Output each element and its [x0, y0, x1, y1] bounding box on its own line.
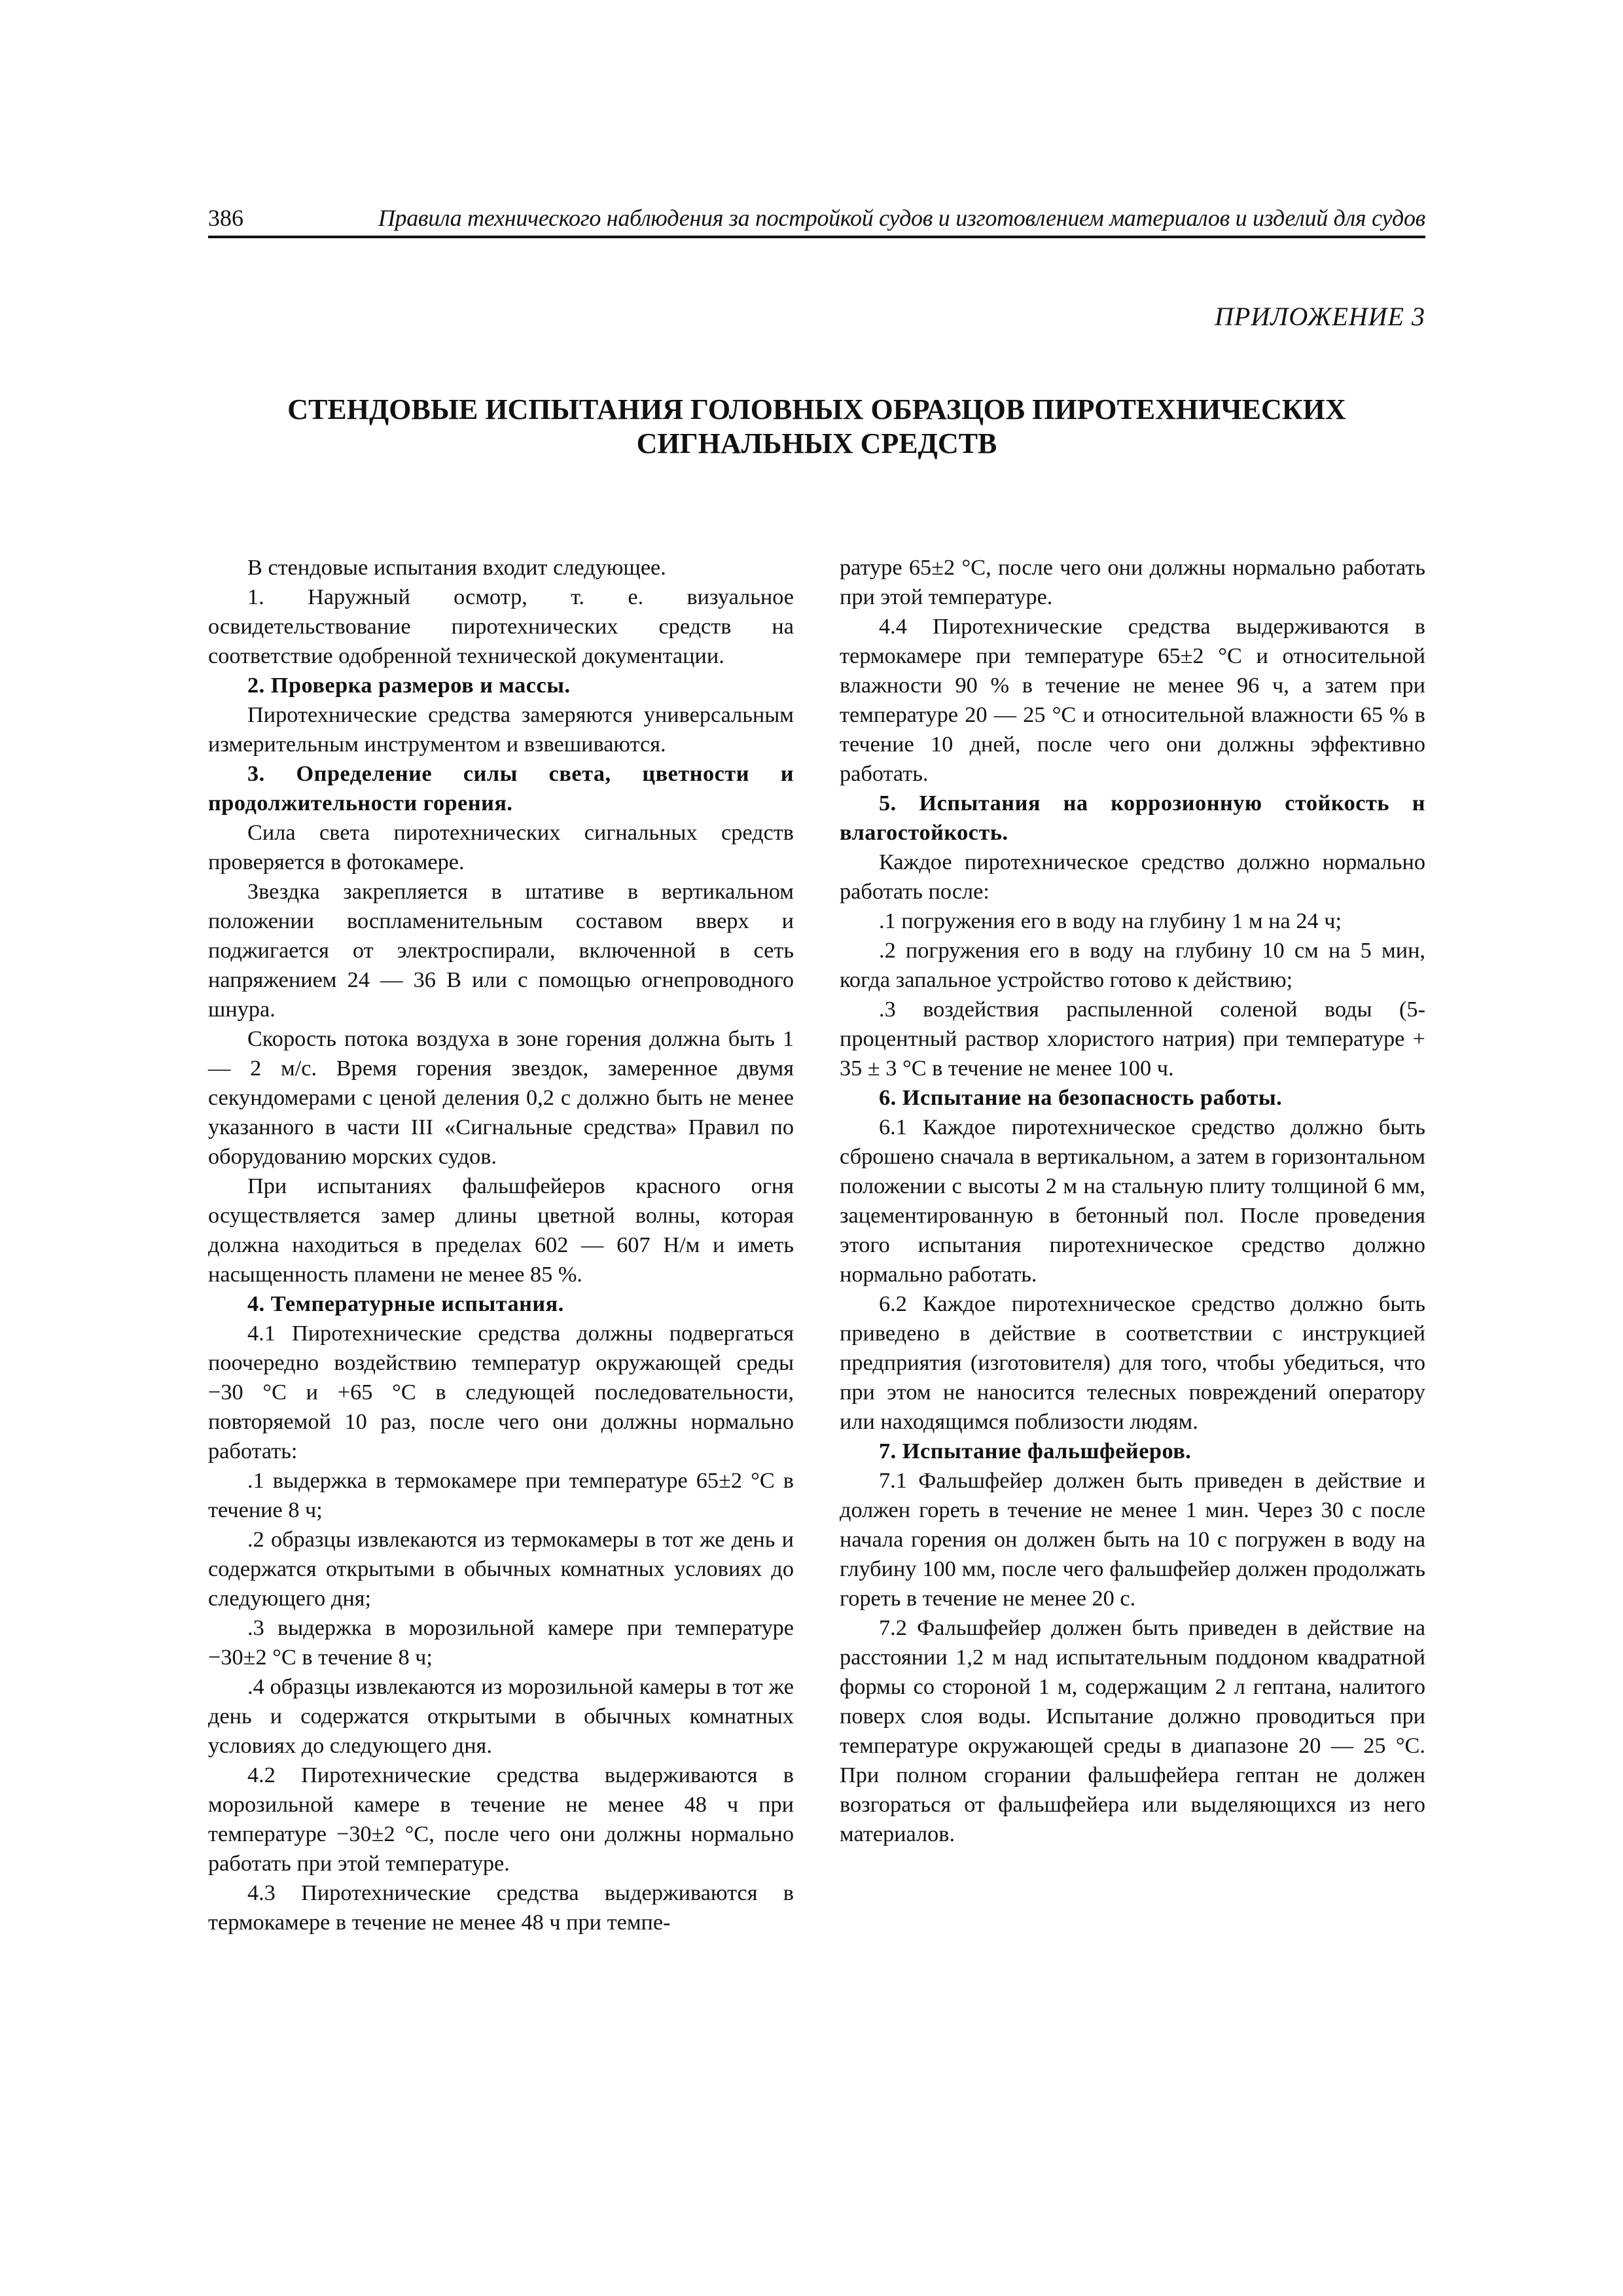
paragraph: Сила света пиротехнических сигнальных средств проверяется в фотокамере.: [208, 820, 794, 874]
section-heading: 6. Испытание на безопасность работы.: [879, 1085, 1283, 1110]
paragraph: 6.1 Каждое пиротехническое средство должно быть сброшено сначала в вертикальном, а затем в горизонтальном положении с высоты 2 м на стальную плиту толщиной 6 мм, зацементированную в бетонный пол. После проведения этого испытания пиротехническое средство должно нормально работать.: [840, 1115, 1425, 1287]
running-title: Правила технического наблюдения за постройкой судов и изготовлением материалов и изделий для судов: [378, 205, 1425, 231]
paragraph: 4.2 Пиротехнические средства выдерживаются в морозильной камере в течение не менее 48 ч при температуре −30±2 °С, после чего они должны нормально работать при этой температуре.: [208, 1763, 794, 1876]
paragraph: 1. Наружный осмотр, т. е. визуальное освидетельствование пиротехнических средств на соответствие одобренной технической документации.: [208, 584, 794, 668]
paragraph: 4.4 Пиротехнические средства выдерживаются в термокамере при температуре 65±2 °С и относительной влажности 90 % в течение не менее 96 ч, а затем при температуре 20 — 25 °С и относительной влажности 65 % в течение 10 дней, после чего они должны эффективно работать.: [840, 614, 1425, 786]
paragraph: Пиротехнические средства замеряются универсальным измерительным инструментом и взвешиваются.: [208, 702, 794, 757]
paragraph: 7.2 Фальшфейер должен быть приведен в действие на расстоянии 1,2 м над испытательным поддоном квадратной формы со стороной 1 м, содержащим 2 л гептана, налитого поверх слоя воды. Испытание должно проводиться при температуре окружающей среды в диапазоне 20 — 25 °С. При полном сгорании фальшфейера гептан не должен возгораться от фальшфейера или выделяющихся из него материалов.: [840, 1615, 1425, 1846]
right-column: [840, 553, 1425, 1849]
appendix-label: ПРИЛОЖЕНИЕ 3: [1215, 302, 1425, 331]
section-heading: 2. Проверка размеров и массы.: [247, 673, 571, 698]
paragraph: 4.3 Пиротехнические средства выдерживаются в термокамере в течение не менее 48 ч при темпе-: [208, 1880, 794, 1935]
paragraph: .4 образцы извлекаются из морозильной камеры в тот же день и содержатся открытыми в обычных комнатных условиях до следующего дня.: [208, 1674, 794, 1758]
paragraph: Звездка закрепляется в штативе в вертикальном положении воспламенительным составом вверх и поджигается от электроспирали, включенной в сеть напряжением 24 — 36 В или с помощью огнепроводного шнура.: [208, 879, 794, 1022]
section-heading: 3. Определение силы света, цветности и продолжительности горения.: [208, 761, 794, 816]
paragraph: В стендовые испытания входит следующее.: [247, 555, 666, 580]
paragraph: 7.1 Фальшфейер должен быть приведен в действие и должен гореть в течение не менее 1 мин. Через 30 с после начала горения он должен быть на 10 с погружен в воду на глубину 100 мм, после чего фальшфейер должен продолжать гореть в течение не менее 20 с.: [840, 1468, 1425, 1611]
paragraph: .2 погружения его в воду на глубину 10 см на 5 мин, когда запальное устройство готово к действию;: [840, 938, 1425, 992]
paragraph: .1 выдержка в термокамере при температуре 65±2 °С в течение 8 ч;: [208, 1468, 794, 1522]
paragraph: Каждое пиротехническое средство должно нормально работать после:: [840, 850, 1425, 904]
section-heading: 5. Испытания на коррозионную стойкость н влагостойкость.: [840, 791, 1425, 845]
page-header: [208, 202, 1425, 238]
paragraph: Скорость потока воздуха в зоне горения должна быть 1 — 2 м/с. Время горения звездок, замеренное двумя секундомерами с ценой деления 0,2 с должно быть не менее указанного в части III «Сигнальные средства» Правил по оборудованию морских судов.: [208, 1026, 794, 1169]
left-column: [208, 553, 794, 1937]
title-line-1: СТЕНДОВЫЕ ИСПЫТАНИЯ ГОЛОВНЫХ ОБРАЗЦОВ ПИРОТЕХНИЧЕСКИХ: [287, 393, 1346, 425]
paragraph: .2 образцы извлекаются из термокамеры в тот же день и содержатся открытыми в обычных комнатных условиях до следующего дня;: [208, 1527, 794, 1611]
document-title: [208, 393, 1425, 461]
section-heading: 7. Испытание фальшфейеров.: [879, 1439, 1192, 1463]
paragraph: ратуре 65±2 °С, после чего они должны нормально работать при этой температуре.: [840, 555, 1425, 609]
title-line-2: СИГНАЛЬНЫХ СРЕДСТВ: [636, 427, 997, 459]
section-heading: 4. Температурные испытания.: [247, 1291, 564, 1316]
paragraph: .3 выдержка в морозильной камере при температуре −30±2 °С в течение 8 ч;: [208, 1615, 794, 1670]
paragraph: При испытаниях фальшфейеров красного огня осуществляется замер длины цветной волны, которая должна находиться в пределах 602 — 607 Н/м и иметь насыщенность пламени не менее 85 %.: [208, 1174, 794, 1287]
paragraph: 6.2 Каждое пиротехническое средство должно быть приведено в действие в соответствии с инструкцией предприятия (изготовителя) для того, чтобы убедиться, что при этом не наносится телесных повреждений оператору или находящимся поблизости людям.: [840, 1291, 1425, 1434]
paragraph: .3 воздействия распыленной соленой воды (5-процентный раствор хлористого натрия) при температуре + 35 ± 3 °С в течение не менее 100 ч.: [840, 997, 1425, 1081]
paragraph: .1 погружения его в воду на глубину 1 м на 24 ч;: [879, 908, 1342, 933]
page-number: 386: [208, 205, 243, 231]
paragraph: 4.1 Пиротехнические средства должны подвергаться поочередно воздействию температур окружающей среды −30 °С и +65 °С в следующей последовательности, повторяемой 10 раз, после чего они должны нормально работать:: [208, 1321, 794, 1463]
